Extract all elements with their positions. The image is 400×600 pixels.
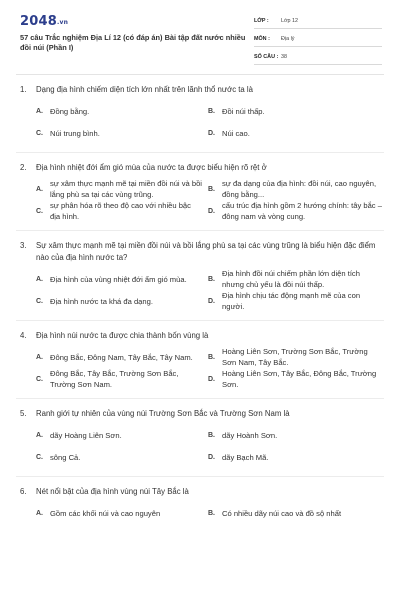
option-letter: A. xyxy=(36,509,43,517)
option-letter: A. xyxy=(36,353,43,361)
answer-option[interactable] xyxy=(36,200,208,222)
meta-value: Lớp 12 xyxy=(281,18,299,24)
meta-row-subject xyxy=(254,32,382,47)
option-text: Hoàng Liên Sơn, Trường Sơn Bắc, Trường Sơn Nam, Tây Bắc. xyxy=(222,347,368,367)
meta-label: LỚP : xyxy=(254,18,269,24)
question-text xyxy=(20,408,380,420)
option-letter: B. xyxy=(208,431,215,439)
option-text: Địa hình của vùng nhiệt đới ẩm gió mùa. xyxy=(50,274,187,284)
question-text xyxy=(20,162,380,174)
answer-option[interactable] xyxy=(208,268,388,290)
question-block xyxy=(20,84,380,153)
answer-options xyxy=(20,100,380,144)
option-text: dãy Hoàng Liên Sơn. xyxy=(50,430,122,440)
answer-options xyxy=(20,268,380,312)
logo-suffix: .vn xyxy=(56,19,69,26)
header-divider xyxy=(16,74,384,75)
answer-options xyxy=(20,346,380,390)
answer-option[interactable] xyxy=(208,502,388,524)
option-letter: B. xyxy=(208,275,215,283)
question-number: 5. xyxy=(20,409,27,418)
option-text: Đông Bắc, Tây Bắc, Trường Sơn Bắc, Trường Sơn Nam. xyxy=(50,369,179,389)
answer-option[interactable] xyxy=(36,446,208,468)
question-number: 3. xyxy=(20,241,27,250)
option-text: Địa hình đồi núi chiếm phần lớn diện tích nhưng chủ yếu là đồi núi thấp. xyxy=(222,269,360,289)
option-text: Núi cao. xyxy=(222,128,250,138)
option-letter: C. xyxy=(36,129,43,137)
option-letter: C. xyxy=(36,453,43,461)
question-divider xyxy=(16,320,384,321)
option-text: Núi trung bình. xyxy=(50,128,100,138)
answer-option[interactable] xyxy=(208,122,388,144)
option-letter: D. xyxy=(208,453,215,461)
question-stem: Dạng địa hình chiếm diện tích lớn nhất trên lãnh thổ nước ta là xyxy=(36,85,253,94)
meta-label: SỐ CÂU : xyxy=(254,54,279,60)
question-stem: Địa hình núi nước ta được chia thành bốn vùng là xyxy=(36,331,209,340)
meta-value: Địa lý xyxy=(281,36,295,42)
answer-option[interactable] xyxy=(208,178,388,200)
option-letter: A. xyxy=(36,185,43,193)
option-letter: C. xyxy=(36,207,43,215)
answer-option[interactable] xyxy=(208,424,388,446)
option-letter: B. xyxy=(208,185,215,193)
meta-row-question-count xyxy=(254,50,382,65)
meta-label: MÔN : xyxy=(254,36,270,42)
option-text: Đồi núi thấp. xyxy=(222,106,265,116)
option-text: Đồng bằng. xyxy=(50,106,90,116)
question-text xyxy=(20,240,380,264)
answer-option[interactable] xyxy=(36,268,208,290)
answer-option[interactable] xyxy=(208,200,388,222)
question-block xyxy=(20,162,380,231)
option-letter: B. xyxy=(208,353,215,361)
question-number: 6. xyxy=(20,487,27,496)
question-block xyxy=(20,330,380,399)
option-letter: A. xyxy=(36,275,43,283)
option-letter: B. xyxy=(208,509,215,517)
document-meta xyxy=(254,14,382,68)
answer-option[interactable] xyxy=(208,368,388,390)
question-divider xyxy=(16,230,384,231)
answer-option[interactable] xyxy=(208,100,388,122)
option-text: cấu trúc địa hình gồm 2 hướng chính: tây bắc – đông nam và vòng cung. xyxy=(222,201,382,221)
option-text: Địa hình nước ta khá đa dạng. xyxy=(50,296,153,306)
option-letter: C. xyxy=(36,297,43,305)
question-stem: Sự xâm thực mạnh mẽ tại miền đồi núi và bồi lắng phù sa tại các vùng trũng là biểu hiện đặc điểm nào của địa hình nước ta? xyxy=(36,241,376,262)
option-letter: A. xyxy=(36,431,43,439)
option-text: Đông Bắc, Đông Nam, Tây Bắc, Tây Nam. xyxy=(50,352,193,362)
question-text xyxy=(20,84,380,96)
answer-option[interactable] xyxy=(208,290,388,312)
meta-value: 38 xyxy=(281,54,287,60)
answer-option[interactable] xyxy=(36,424,208,446)
question-number: 2. xyxy=(20,163,27,172)
option-letter: D. xyxy=(208,129,215,137)
answer-option[interactable] xyxy=(36,502,208,524)
answer-option[interactable] xyxy=(36,368,208,390)
question-stem: Địa hình nhiệt đới ẩm gió mùa của nước ta được biểu hiện rõ rệt ở xyxy=(36,163,267,172)
question-list xyxy=(0,84,400,524)
question-block xyxy=(20,486,380,524)
question-number: 1. xyxy=(20,85,27,94)
option-text: dãy Bạch Mã. xyxy=(222,452,269,462)
option-letter: B. xyxy=(208,107,215,115)
answer-option[interactable] xyxy=(36,178,208,200)
question-divider xyxy=(16,398,384,399)
answer-option[interactable] xyxy=(36,290,208,312)
answer-option[interactable] xyxy=(208,346,388,368)
question-number: 4. xyxy=(20,331,27,340)
answer-option[interactable] xyxy=(36,346,208,368)
answer-options xyxy=(20,424,380,468)
document-title: 57 câu Trắc nghiệm Địa Lí 12 (có đáp án) Bài tập đất nước nhiều đồi núi (Phần I) xyxy=(20,33,246,52)
option-letter: D. xyxy=(208,375,215,383)
option-letter: A. xyxy=(36,107,43,115)
answer-options xyxy=(20,502,380,524)
option-letter: D. xyxy=(208,207,215,215)
option-text: Có nhiều dãy núi cao và đồ sộ nhất xyxy=(222,508,342,518)
answer-options xyxy=(20,178,380,222)
question-text xyxy=(20,486,380,498)
option-text: Địa hình chịu tác động mạnh mẽ của con người. xyxy=(222,291,361,311)
option-text: Gồm các khối núi và cao nguyên xyxy=(50,508,161,518)
logo-text: 2048 xyxy=(20,14,57,29)
option-text: Hoàng Liên Sơn, Tây Bắc, Đông Bắc, Trường Sơn. xyxy=(222,369,377,389)
answer-option[interactable] xyxy=(36,122,208,144)
option-text: sự đa dạng của địa hình: đồi núi, cao nguyên, đồng bằng... xyxy=(222,179,377,199)
option-text: sự phân hóa rõ theo độ cao với nhiều bậc địa hình. xyxy=(50,201,191,221)
question-text xyxy=(20,330,380,342)
meta-row-class xyxy=(254,14,382,29)
option-text: dãy Hoành Sơn. xyxy=(222,430,278,440)
question-block xyxy=(20,240,380,321)
answer-option[interactable] xyxy=(36,100,208,122)
question-block xyxy=(20,408,380,477)
question-stem: Ranh giới tự nhiên của vùng núi Trường Sơn Bắc và Trường Sơn Nam là xyxy=(36,409,290,418)
option-text: sự xâm thực mạnh mẽ tại miền đồi núi và bồi lắng phù sa tại các vùng trũng. xyxy=(50,179,202,199)
answer-option[interactable] xyxy=(208,446,388,468)
question-divider xyxy=(16,476,384,477)
option-text: sông Cả. xyxy=(50,452,81,462)
question-divider xyxy=(16,152,384,153)
page-header xyxy=(0,0,400,74)
option-letter: C. xyxy=(36,375,43,383)
option-letter: D. xyxy=(208,297,215,305)
question-stem: Nét nổi bật của địa hình vùng núi Tây Bắc là xyxy=(36,487,189,496)
